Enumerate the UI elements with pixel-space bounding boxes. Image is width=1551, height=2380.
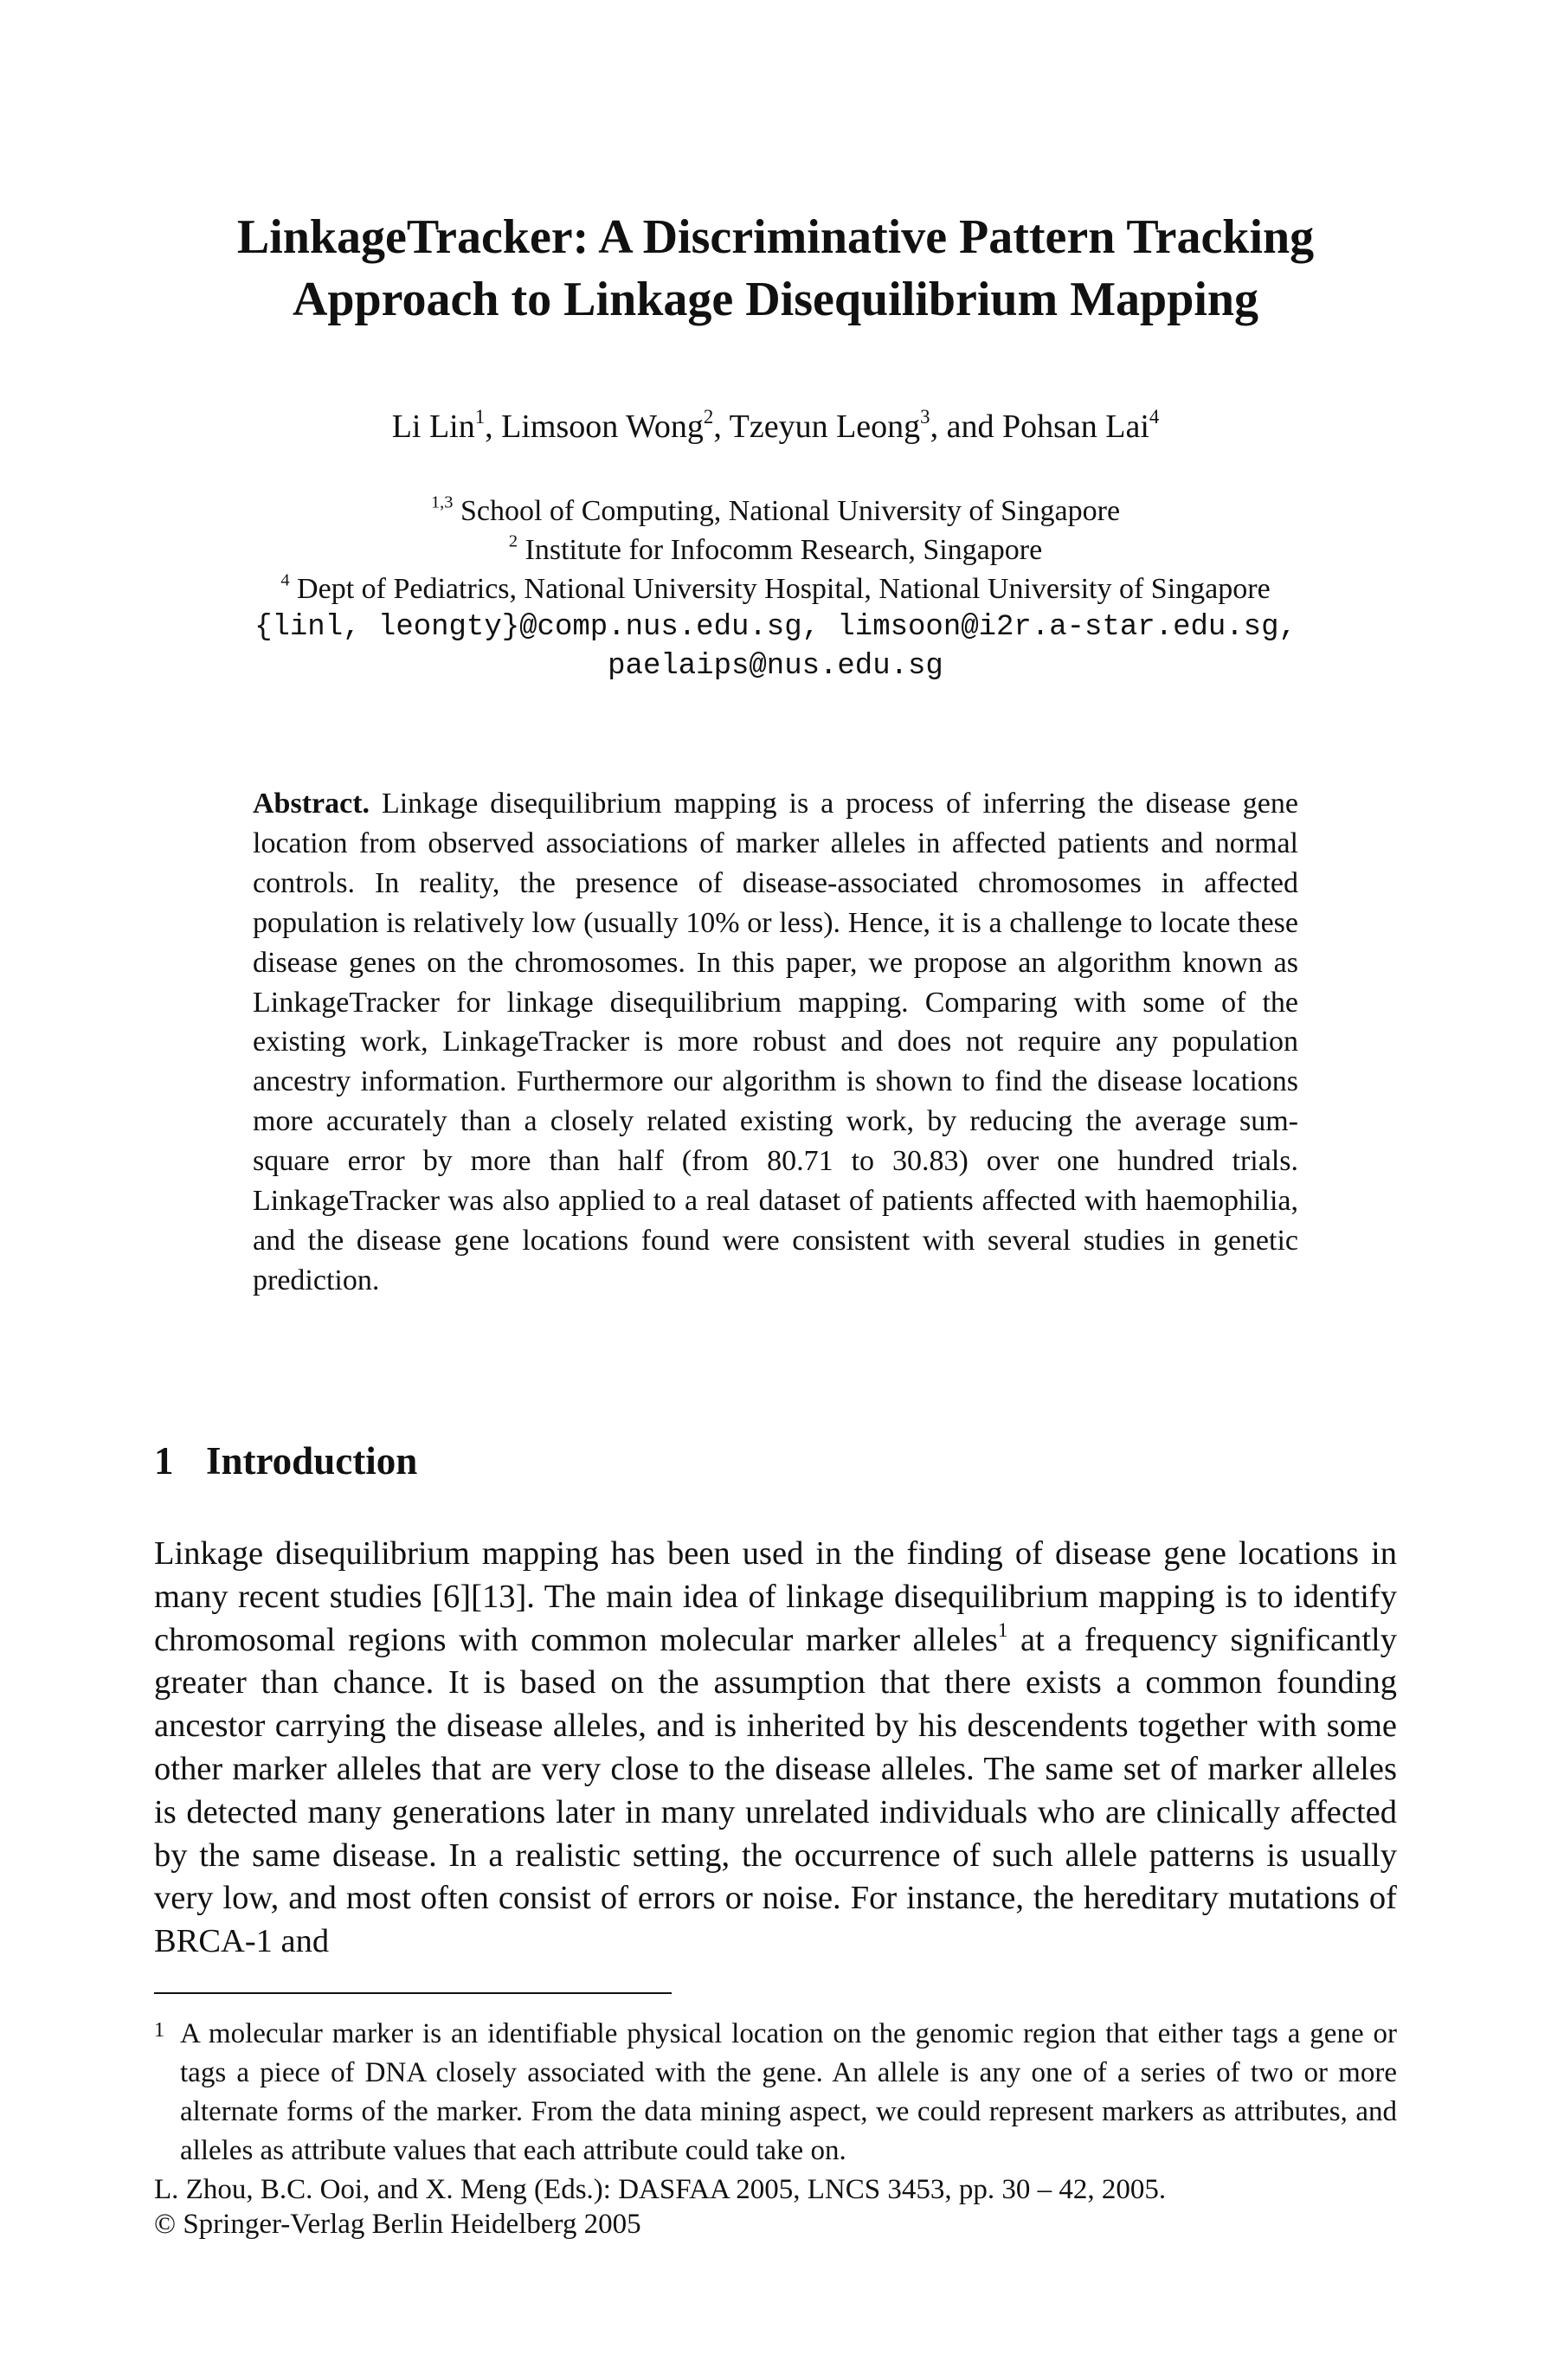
affiliations [0, 492, 1551, 686]
citation-line: L. Zhou, B.C. Ooi, and X. Meng (Eds.): DASFAA 2005, LNCS 3453, pp. 30 – 42, 2005. [154, 2174, 1167, 2205]
section-heading [154, 1435, 417, 1487]
paper-title [0, 206, 1551, 331]
author-name: Pohsan Lai [1001, 408, 1149, 445]
footnote [154, 2015, 1397, 2171]
affiliation-mark: 2 [508, 531, 518, 551]
author-list [0, 407, 1551, 447]
abstract [253, 784, 1298, 1301]
section-number: 1 [154, 1439, 174, 1483]
affiliation-text: Dept of Pediatrics, National University Hospital, National University of Singapore [289, 573, 1271, 605]
affiliation-line [0, 569, 1551, 608]
affiliation-line [0, 531, 1551, 569]
title-line-2: Approach to Linkage Disequilibrium Mapping [292, 273, 1259, 326]
email-line: {linl, leongty}@comp.nus.edu.sg, limsoon@i2r.a-star.edu.sg, [254, 611, 1297, 644]
abstract-text: Linkage disequilibrium mapping is a process of inferring the disease gene location from observed associations of marker alleles in affected patients and normal controls. In reality, the presence of disease-associated chromosomes in affected population is relatively low (usually 10% or less). Hence, it is a challenge to locate these disease genes on the chromosomes. In this paper, we propose an algorithm known as LinkageTracker for linkage disequilibrium mapping. Comparing with some of the existing work, LinkageTracker is more robust and does not require any population ancestry information. Furthermore our algorithm is shown to find the disease locations more accurately than a closely related existing work, by reducing the average sum-square error by more than half (from 80.71 to 30.83) over one hundred trials. LinkageTracker was also applied to a real dataset of patients affected with haemophilia, and the disease gene locations found were consistent with several studies in genetic prediction. [253, 788, 1298, 1296]
title-line-1: LinkageTracker: A Discriminative Pattern Tracking [236, 210, 1315, 264]
author-separator: , and [930, 408, 1002, 445]
footnote-mark: 1 [154, 2019, 164, 2042]
abstract-label: Abstract. [253, 788, 370, 820]
publication-footer [154, 2172, 1166, 2242]
footnote-text: A molecular marker is an identifiable physical location on the genomic region that either tags a gene or tags a piece of DNA closely associated with the gene. An allele is any one of a series of two or more alternate forms of the marker. From the data mining aspect, we could represent markers as attributes, and alleles as attribute values that each attribute could take on. [180, 2018, 1397, 2166]
intro-paragraph [154, 1533, 1397, 1964]
footnote-divider [154, 1992, 672, 1994]
email-line: paelaips@nus.edu.sg [608, 650, 943, 683]
author-name: Li Lin [391, 408, 475, 445]
affiliation-mark: 4 [280, 570, 290, 590]
section-title: Introduction [206, 1439, 418, 1483]
author-name: Tzeyun Leong [729, 408, 921, 445]
author-name: Limsoon Wong [501, 408, 704, 445]
author-affiliation-mark: 2 [703, 406, 714, 428]
author-affiliation-mark: 1 [474, 406, 486, 428]
author-affiliation-mark: 3 [920, 406, 930, 428]
footnote-reference: 1 [997, 1618, 1008, 1641]
author-separator: , [713, 408, 730, 445]
intro-text: Linkage disequilibrium mapping has been used in the finding of disease gene locations in many recent studies [6][13]. The main idea of linkage disequilibrium mapping is to identify chromosomal regions with common molecular marker alleles [154, 1535, 1397, 1658]
affiliation-text: Institute for Infocomm Research, Singapore [518, 534, 1043, 566]
copyright-line: © Springer-Verlag Berlin Heidelberg 2005 [154, 2209, 641, 2240]
author-affiliation-mark: 4 [1149, 406, 1160, 428]
intro-text-continued: at a frequency significantly greater than chance. It is based on the assumption that there exists a common founding ancestor carrying the disease alleles, and is inherited by his descendents together with some other marker alleles that are very close to the disease alleles. The same set of marker alleles is detected many generations later in many unrelated individuals who are clinically affected by the same disease. In a realistic setting, the occurrence of such allele patterns is usually very low, and most often consist of errors or noise. For instance, the hereditary mutations of BRCA-1 and [154, 1621, 1397, 1960]
affiliation-text: School of Computing, National University of Singapore [453, 495, 1121, 527]
affiliation-mark: 1,3 [430, 492, 454, 512]
author-separator: , [485, 408, 502, 445]
affiliation-line [0, 492, 1551, 531]
